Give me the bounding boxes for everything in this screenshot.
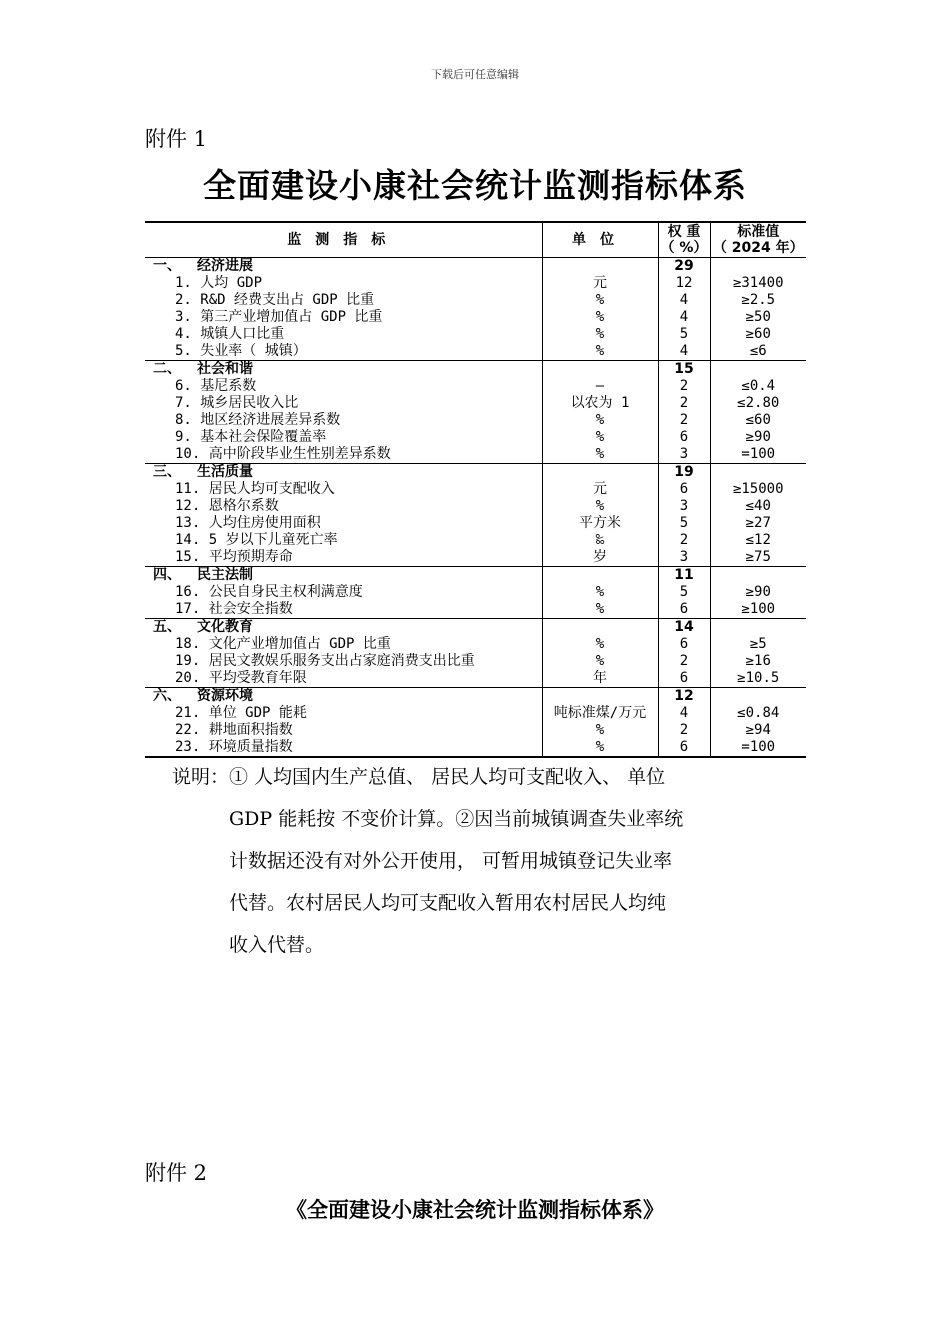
- category-row: [145, 567, 806, 585]
- category-weight: 19: [658, 464, 710, 482]
- indicator-standard: ≥90: [710, 429, 806, 446]
- category-name: 资源环境: [197, 688, 253, 704]
- note-line: GDP 能耗按 不变价计算。②因当前城镇调查失业率统: [229, 808, 684, 830]
- indicator-standard: ≤2.80: [710, 395, 806, 412]
- category-name: 生活质量: [197, 464, 253, 480]
- header-weight: [658, 222, 710, 258]
- category-name: 社会和谐: [197, 361, 253, 377]
- indicator-name: 11. 居民人均可支配收入: [175, 481, 335, 497]
- indicator-weight: 3: [658, 549, 710, 567]
- indicator-weight: 2: [658, 378, 710, 395]
- note-line: 计数据还没有对外公开使用， 可暂用城镇登记失业率: [229, 850, 673, 872]
- indicator-name: 19. 居民文教娱乐服务支出占家庭消费支出比重: [175, 653, 475, 669]
- indicator-standard: ≥15000: [710, 481, 806, 498]
- indicator-standard: ≥60: [710, 326, 806, 343]
- indicator-name: 8. 地区经济进展差异系数: [175, 412, 341, 428]
- category-row: [145, 361, 806, 379]
- category-row: [145, 258, 806, 276]
- indicator-standard: ≤0.84: [710, 705, 806, 722]
- indicator-standard: ≥90: [710, 584, 806, 601]
- table-row: [145, 481, 806, 498]
- indicator-standard: ≥16: [710, 653, 806, 670]
- category-group-3: [145, 464, 806, 567]
- table-row: [145, 515, 806, 532]
- category-number: 五、: [153, 619, 181, 635]
- indicator-weight: 2: [658, 722, 710, 739]
- indicator-name: 15. 平均预期寿命: [175, 549, 293, 565]
- indicator-unit: %: [542, 292, 658, 309]
- indicator-weight: 6: [658, 739, 710, 757]
- indicator-unit: 平方米: [542, 515, 658, 532]
- category-number: 四、: [153, 567, 181, 583]
- indicator-weight: 4: [658, 343, 710, 361]
- indicator-name: 2. R&D 经费支出占 GDP 比重: [175, 292, 375, 308]
- indicator-weight: 12: [658, 275, 710, 292]
- indicator-standard: ≥27: [710, 515, 806, 532]
- header-standard: [710, 222, 806, 258]
- indicator-name: 17. 社会安全指数: [175, 601, 293, 617]
- note-line: 代替。农村居民人均可支配收入暂用农村居民人均纯: [229, 892, 667, 914]
- table-header-row: [145, 222, 806, 258]
- indicator-name: 21. 单位 GDP 能耗: [175, 705, 307, 721]
- indicator-unit: %: [542, 584, 658, 601]
- indicator-unit: %: [542, 446, 658, 464]
- header-weight-line1: 权 重: [667, 224, 701, 240]
- indicator-name: 5. 失业率（ 城镇）: [175, 343, 307, 359]
- category-weight: 14: [658, 619, 710, 637]
- category-group-5: [145, 619, 806, 688]
- category-number: 六、: [153, 688, 181, 704]
- indicator-unit: %: [542, 636, 658, 653]
- indicator-name: 9. 基本社会保险覆盖率: [175, 429, 327, 445]
- indicator-unit: %: [542, 601, 658, 619]
- table-row: [145, 636, 806, 653]
- table-row: [145, 429, 806, 446]
- indicator-standard: ≥94: [710, 722, 806, 739]
- table-row: [145, 326, 806, 343]
- indicator-name: 18. 文化产业增加值占 GDP 比重: [175, 636, 391, 652]
- indicator-unit: 元: [542, 481, 658, 498]
- table-row: [145, 722, 806, 739]
- table-row: [145, 412, 806, 429]
- indicator-name: 14. 5 岁以下儿童死亡率: [175, 532, 338, 548]
- indicator-name: 13. 人均住房使用面积: [175, 515, 321, 531]
- table-row: [145, 549, 806, 567]
- indicator-weight: 6: [658, 481, 710, 498]
- indicator-name: 16. 公民自身民主权利满意度: [175, 584, 363, 600]
- indicator-unit: %: [542, 412, 658, 429]
- attachment-2-title: 《全面建设小康社会统计监测指标体系》: [286, 1198, 664, 1222]
- category-row: [145, 619, 806, 637]
- category-group-6: [145, 688, 806, 758]
- indicator-weight: 3: [658, 446, 710, 464]
- indicator-name: 3. 第三产业增加值占 GDP 比重: [175, 309, 383, 325]
- indicator-weight: 6: [658, 601, 710, 619]
- note-line: 说明：① 人均国内生产总值、 居民人均可支配收入、 单位: [172, 766, 666, 788]
- attachment-2-label: 附件 2: [145, 1161, 208, 1185]
- table-row: [145, 446, 806, 464]
- table-row: [145, 343, 806, 361]
- indicator-name: 22. 耕地面积指数: [175, 722, 293, 738]
- indicator-unit: 吨标准煤/万元: [542, 705, 658, 722]
- category-weight: 11: [658, 567, 710, 585]
- indicator-standard: ≥31400: [710, 275, 806, 292]
- indicator-standard: ≤0.4: [710, 378, 806, 395]
- indicator-name: 4. 城镇人口比重: [175, 326, 285, 342]
- attachment-1-label: 附件 1: [145, 127, 208, 151]
- indicator-unit: 元: [542, 275, 658, 292]
- note-line: 收入代替。: [229, 934, 325, 956]
- indicator-standard: ≥75: [710, 549, 806, 567]
- table-row: [145, 378, 806, 395]
- table-row: [145, 653, 806, 670]
- category-name: 文化教育: [197, 619, 253, 635]
- table-row: [145, 309, 806, 326]
- document-title: 全面建设小康社会统计监测指标体系: [203, 166, 747, 205]
- category-row: [145, 688, 806, 706]
- category-group-4: [145, 567, 806, 619]
- indicator-standard: =100: [710, 739, 806, 757]
- indicator-unit: %: [542, 739, 658, 757]
- table-row: [145, 601, 806, 619]
- indicator-unit: 岁: [542, 549, 658, 567]
- indicator-table: [145, 221, 806, 758]
- table-row: [145, 498, 806, 515]
- indicator-weight: 2: [658, 395, 710, 412]
- header-unit: 单位: [542, 222, 658, 258]
- indicator-standard: ≤12: [710, 532, 806, 549]
- table-row: [145, 670, 806, 688]
- header-standard-line1: 标准值: [737, 224, 780, 240]
- indicator-unit: %: [542, 309, 658, 326]
- indicator-standard: ≤60: [710, 412, 806, 429]
- indicator-unit: %: [542, 429, 658, 446]
- header-indicator: 监测指标: [145, 222, 542, 258]
- category-number: 二、: [153, 361, 181, 377]
- category-weight: 12: [658, 688, 710, 706]
- indicator-standard: ≥10.5: [710, 670, 806, 688]
- indicator-unit: 以农为 1: [542, 395, 658, 412]
- indicator-standard: ≥5: [710, 636, 806, 653]
- indicator-unit: %: [542, 343, 658, 361]
- category-group-2: [145, 361, 806, 464]
- indicator-unit: %: [542, 498, 658, 515]
- indicator-weight: 5: [658, 515, 710, 532]
- indicator-weight: 3: [658, 498, 710, 515]
- indicator-standard: ≥2.5: [710, 292, 806, 309]
- indicator-unit: ‰: [542, 532, 658, 549]
- category-weight: 15: [658, 361, 710, 379]
- table-row: [145, 292, 806, 309]
- table-row: [145, 532, 806, 549]
- indicator-standard: ≤40: [710, 498, 806, 515]
- table-row: [145, 739, 806, 757]
- table-row: [145, 275, 806, 292]
- category-group-1: [145, 258, 806, 361]
- indicator-standard: ≤6: [710, 343, 806, 361]
- table-row: [145, 584, 806, 601]
- indicator-weight: 6: [658, 670, 710, 688]
- indicator-weight: 2: [658, 412, 710, 429]
- indicator-unit: 年: [542, 670, 658, 688]
- table-notes: [172, 756, 787, 966]
- indicator-name: 12. 恩格尔系数: [175, 498, 279, 514]
- header-weight-line2: （ %）: [660, 240, 708, 256]
- indicator-standard: ≥100: [710, 601, 806, 619]
- category-name: 民主法制: [197, 567, 253, 583]
- category-number: 三、: [153, 464, 181, 480]
- indicator-unit: —: [542, 378, 658, 395]
- indicator-weight: 2: [658, 653, 710, 670]
- indicator-name: 10. 高中阶段毕业生性别差异系数: [175, 446, 391, 462]
- indicator-weight: 6: [658, 636, 710, 653]
- indicator-standard: ≥50: [710, 309, 806, 326]
- indicator-standard: =100: [710, 446, 806, 464]
- indicator-name: 7. 城乡居民收入比: [175, 395, 299, 411]
- indicator-weight: 5: [658, 326, 710, 343]
- indicator-name: 23. 环境质量指数: [175, 739, 293, 755]
- page-header-note: 下载后可任意编辑: [431, 68, 519, 81]
- indicator-weight: 6: [658, 429, 710, 446]
- category-row: [145, 464, 806, 482]
- table-row: [145, 395, 806, 412]
- indicator-weight: 5: [658, 584, 710, 601]
- indicator-weight: 4: [658, 309, 710, 326]
- indicator-unit: %: [542, 326, 658, 343]
- indicator-weight: 4: [658, 705, 710, 722]
- indicator-weight: 4: [658, 292, 710, 309]
- header-standard-line2: （ 2024 年）: [712, 240, 804, 256]
- indicator-weight: 2: [658, 532, 710, 549]
- indicator-name: 1. 人均 GDP: [175, 275, 263, 291]
- indicator-unit: %: [542, 653, 658, 670]
- category-number: 一、: [153, 258, 181, 274]
- indicator-name: 6. 基尼系数: [175, 378, 257, 394]
- category-name: 经济进展: [197, 258, 253, 274]
- indicator-name: 20. 平均受教育年限: [175, 670, 307, 686]
- indicator-unit: %: [542, 722, 658, 739]
- category-weight: 29: [658, 258, 710, 276]
- table-row: [145, 705, 806, 722]
